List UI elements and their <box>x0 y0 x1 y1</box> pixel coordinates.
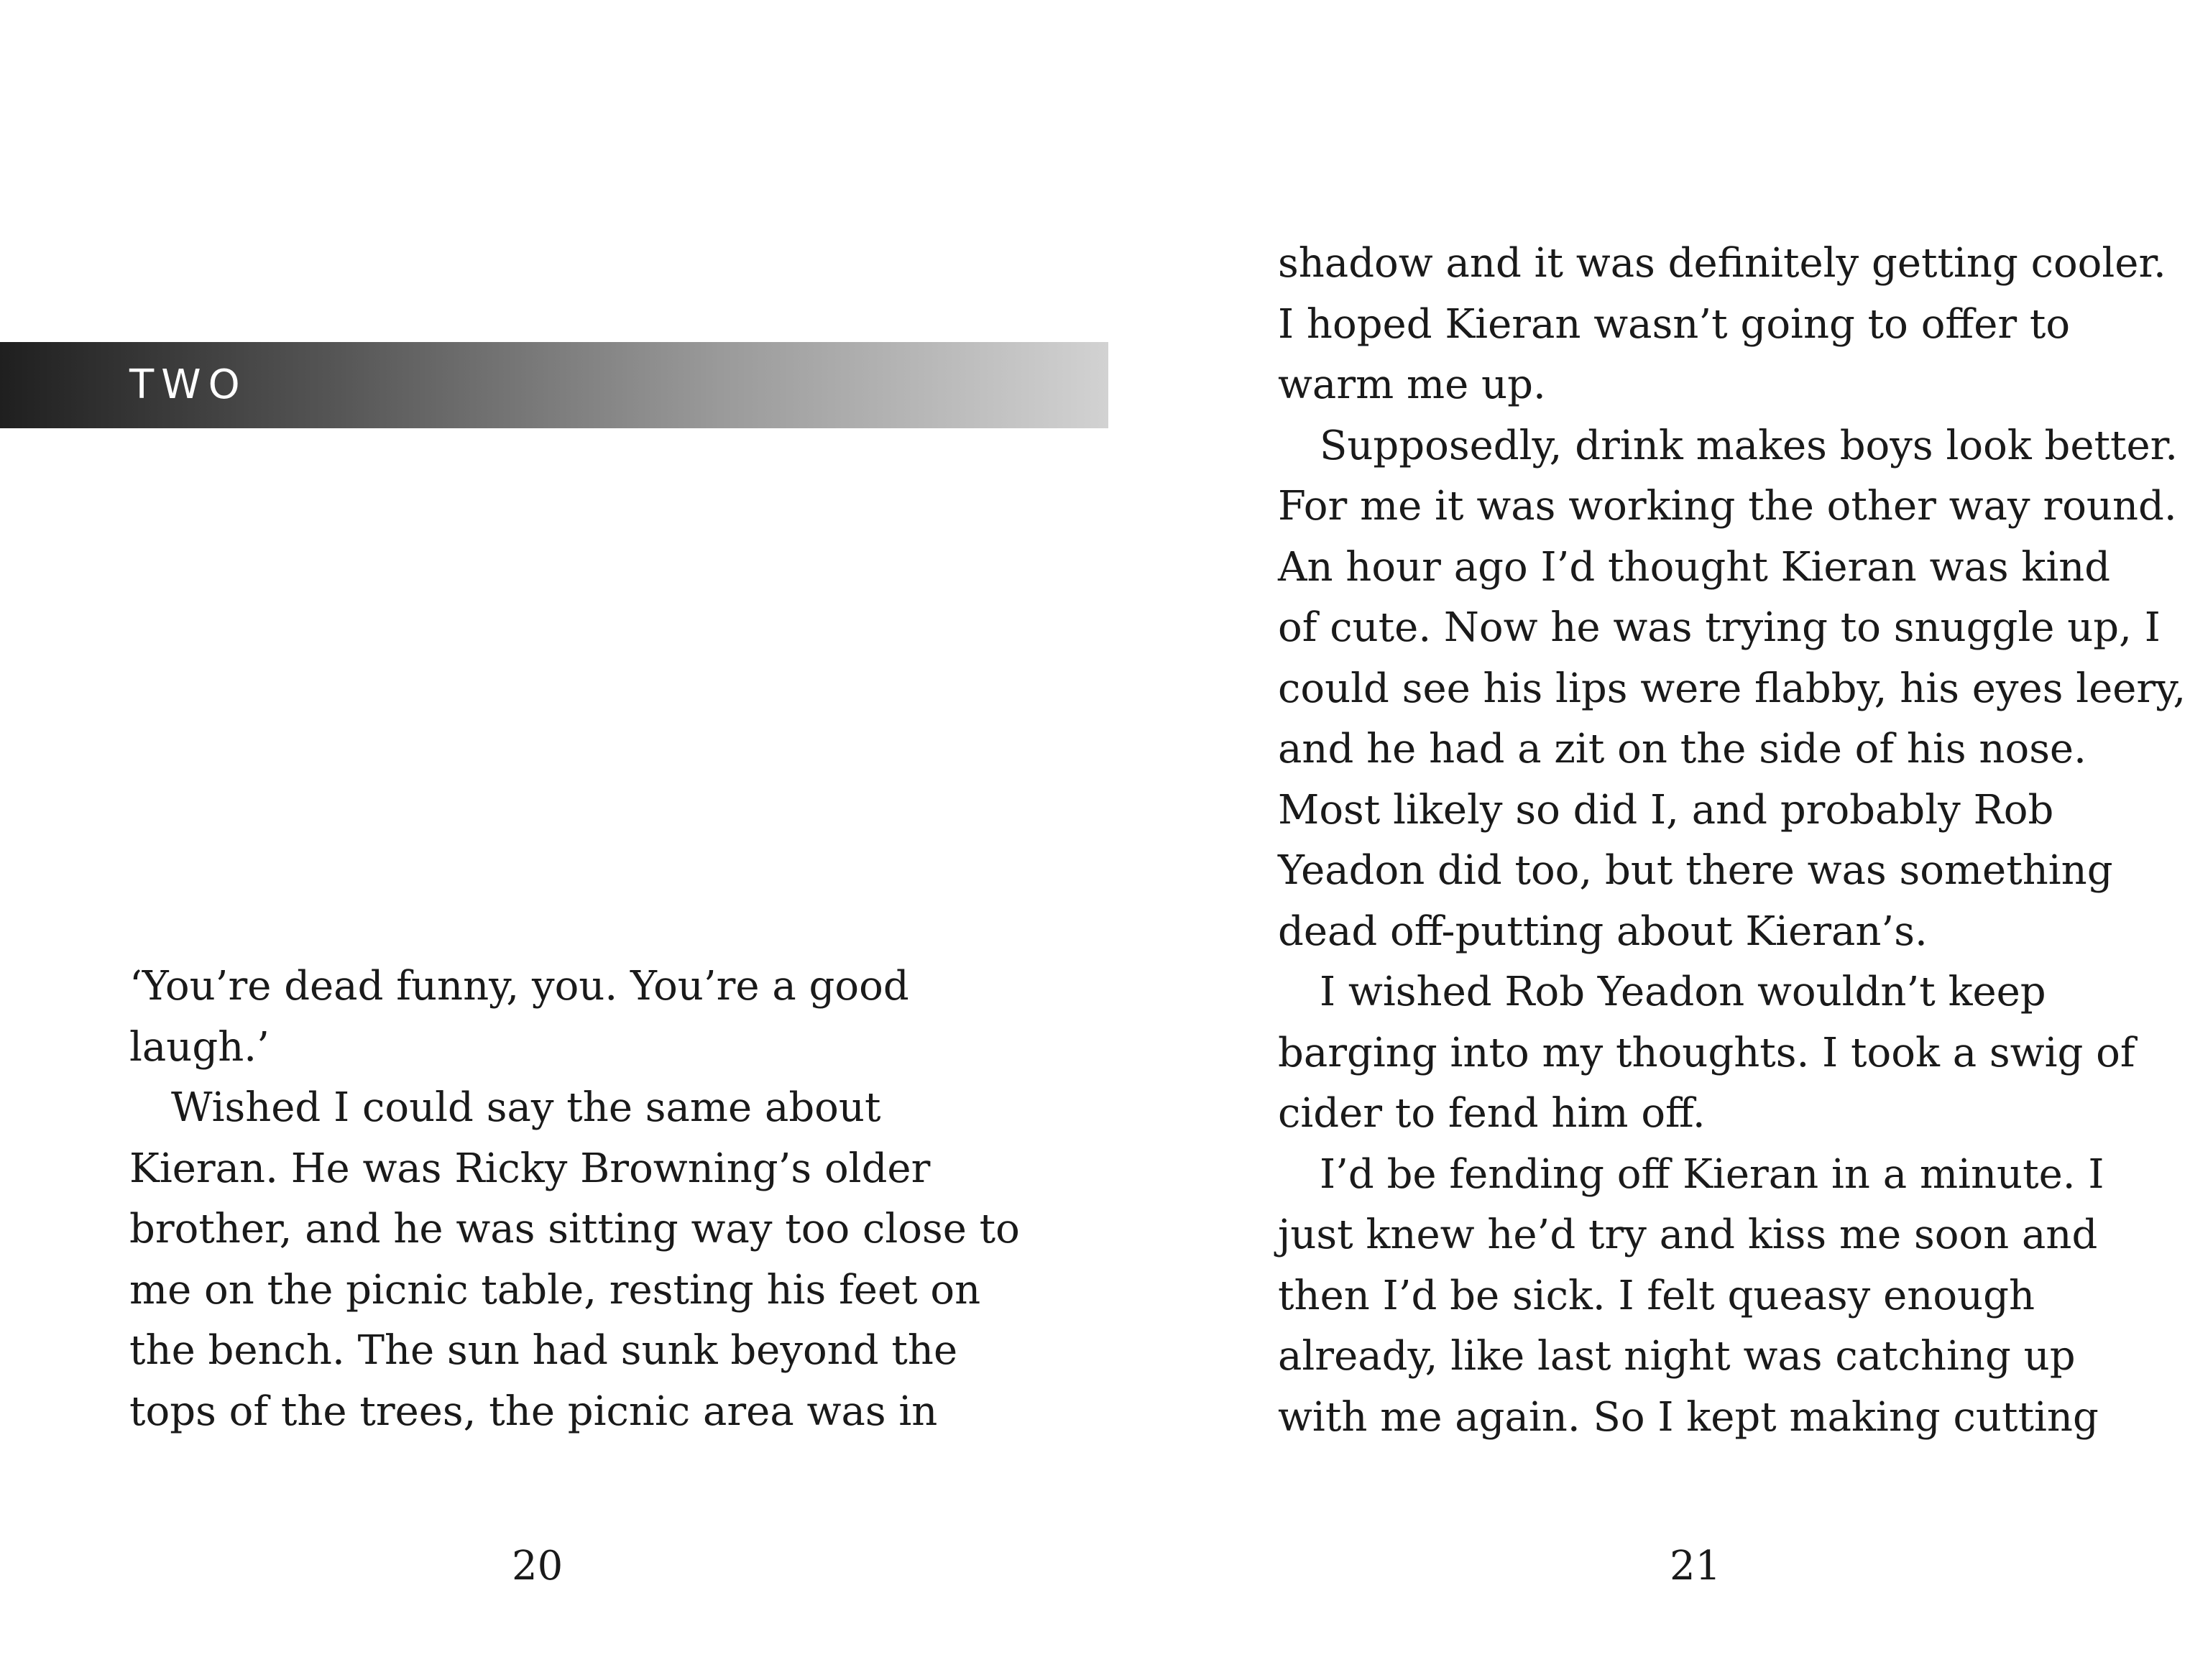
right-page-text <box>1278 234 2186 1448</box>
text-line: the bench. The sun had sunk beyond the <box>129 1327 958 1374</box>
text-line: shadow and it was definitely getting cooler. <box>1278 240 2166 287</box>
text-line: Supposedly, drink makes boys look better. <box>1320 422 2179 469</box>
right-page <box>1095 0 2190 1680</box>
text-line: I wished Rob Yeadon wouldn’t keep <box>1320 969 2046 1015</box>
text-line: brother, and he was sitting way too close to <box>129 1206 1020 1252</box>
text-line: me on the picnic table, resting his feet on <box>129 1266 981 1314</box>
chapter-heading-bar <box>0 342 1108 428</box>
text-line: warm me up. <box>1278 361 1546 408</box>
text-line: and he had a zit on the side of his nose. <box>1278 726 2087 772</box>
text-line: laugh.’ <box>129 1023 270 1071</box>
text-line: with me again. So I kept making cutting <box>1278 1393 2099 1441</box>
text-line: of cute. Now he was trying to snuggle up, I <box>1278 604 2161 651</box>
text-line: Kieran. He was Ricky Browning’s older <box>129 1145 931 1192</box>
text-line: Wished I could say the same about <box>171 1084 881 1131</box>
chapter-title: TWO <box>129 361 247 408</box>
page-number-left: 20 <box>512 1543 563 1589</box>
left-page-text <box>129 956 1020 1442</box>
text-line: dead off-putting about Kieran’s. <box>1278 908 1928 955</box>
text-line: ‘You’re dead funny, you. You’re a good <box>129 963 909 1010</box>
text-line: just knew he’d try and kiss me soon and <box>1278 1211 2098 1258</box>
page-number-right: 21 <box>1670 1543 1721 1589</box>
text-line: An hour ago I’d thought Kieran was kind <box>1278 543 2111 591</box>
text-line: barging into my thoughts. I took a swig of <box>1278 1029 2135 1076</box>
text-line: cider to fend him off. <box>1278 1090 1706 1137</box>
text-line: tops of the trees, the picnic area was in <box>129 1388 938 1435</box>
text-line: For me it was working the other way round. <box>1278 483 2177 530</box>
text-line: Yeadon did too, but there was something <box>1278 847 2113 894</box>
text-line: Most likely so did I, and probably Rob <box>1278 786 2054 834</box>
text-line: I hoped Kieran wasn’t going to offer to <box>1278 300 2071 348</box>
text-line: I’d be fending off Kieran in a minute. I <box>1320 1150 2104 1198</box>
text-line: then I’d be sick. I felt queasy enough <box>1278 1272 2035 1319</box>
text-line: already, like last night was catching up <box>1278 1333 2076 1380</box>
text-line: could see his lips were flabby, his eyes leery, <box>1278 665 2186 712</box>
